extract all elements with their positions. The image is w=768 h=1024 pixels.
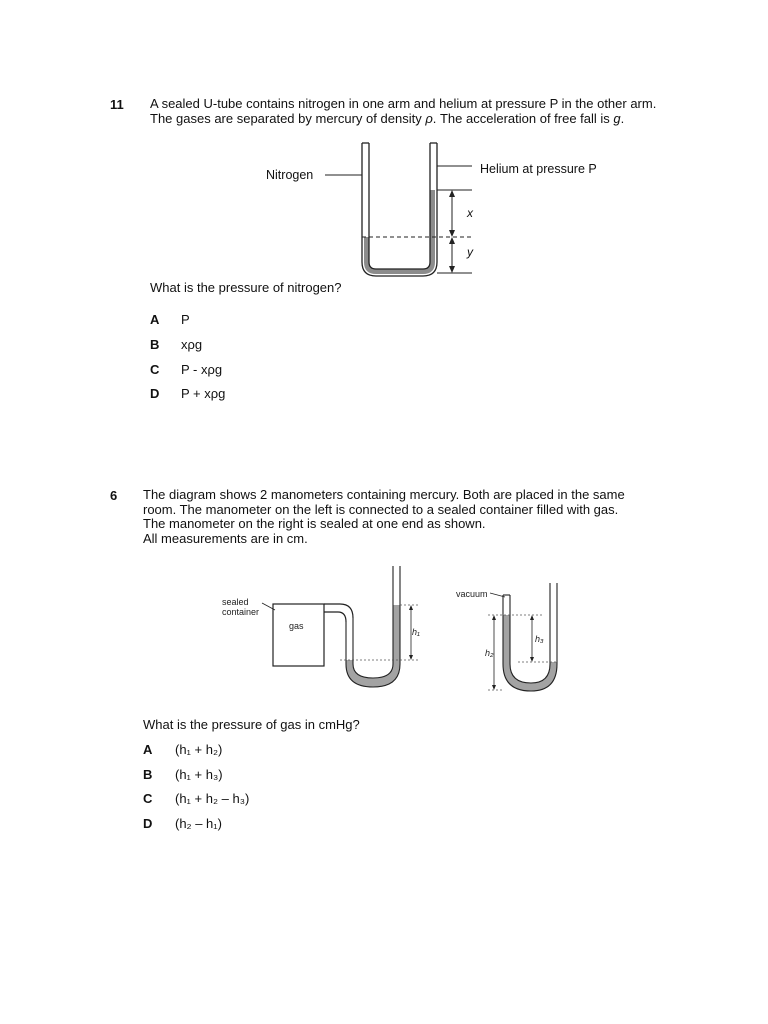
option-d[interactable] [143, 816, 443, 832]
option-text: (h₁ + h₂ – h₃) [175, 791, 250, 806]
arrow-up-icon [492, 615, 496, 620]
option-letter: D [150, 386, 160, 401]
stem-line: room. The manometer on the left is connected to a sealed container filled with gas. [143, 501, 619, 517]
option-letter: A [143, 742, 153, 757]
vacuum-label: vacuum [456, 589, 488, 599]
arrow-down-icon [530, 657, 534, 662]
x-label: x [467, 206, 473, 220]
question-text: What is the pressure of nitrogen? [150, 280, 342, 295]
nitrogen-label: Nitrogen [266, 168, 314, 182]
option-text: P [181, 312, 190, 327]
sealed-label: sealed [222, 597, 249, 607]
option-text: P + xρg [181, 386, 226, 401]
sealed-container [273, 604, 324, 666]
option-c[interactable] [143, 791, 443, 807]
option-text: (h₂ – h₁) [175, 816, 223, 831]
question-number: 6 [110, 488, 118, 503]
y-label: y [467, 245, 473, 259]
option-text: (h₁ + h₃) [175, 767, 223, 782]
helium-label: Helium at pressure P [480, 162, 597, 176]
option-text: P - xρg [181, 362, 223, 377]
left-manometer-mercury [346, 605, 400, 687]
stem-line: The manometer on the right is sealed at one end as shown. [143, 516, 486, 531]
question-text: What is the pressure of gas in cmHg? [143, 717, 360, 732]
gas-label: gas [289, 621, 304, 631]
option-letter: C [150, 362, 160, 377]
option-a[interactable] [143, 742, 443, 758]
arrow-down-icon [492, 685, 496, 690]
stem-text: . The acceleration of free fall is [432, 110, 614, 126]
option-letter: B [143, 767, 153, 782]
g-symbol: g [613, 110, 621, 126]
option-letter: A [150, 312, 160, 327]
rho-symbol: ρ [425, 110, 433, 126]
option-letter: D [143, 816, 153, 831]
stem-line: The diagram shows 2 manometers containing mercury. Both are placed in the same [143, 487, 625, 502]
question-number: 11 [110, 97, 124, 112]
arrow-up-icon [409, 605, 413, 610]
arrow-up-icon [530, 615, 534, 620]
h1-label: h₁ [412, 627, 420, 637]
option-text: xρg [181, 337, 203, 352]
stem-text: . [620, 110, 625, 126]
right-manometer-mercury [503, 615, 557, 691]
option-letter: C [143, 791, 153, 806]
option-b[interactable] [143, 767, 443, 783]
arrow-down-icon [409, 655, 413, 660]
option-text: (h₁ + h₂) [175, 742, 223, 757]
stem-line: All measurements are in cm. [143, 530, 308, 546]
container-label: container [222, 607, 260, 617]
h3-label: h₃ [535, 634, 544, 644]
stem-line: A sealed U-tube contains nitrogen in one arm and helium at pressure P in the other arm. [150, 96, 657, 111]
stem-text: The gases are separated by mercury of density [150, 110, 426, 126]
option-letter: B [150, 337, 160, 352]
h2-label: h₂ [485, 648, 494, 658]
